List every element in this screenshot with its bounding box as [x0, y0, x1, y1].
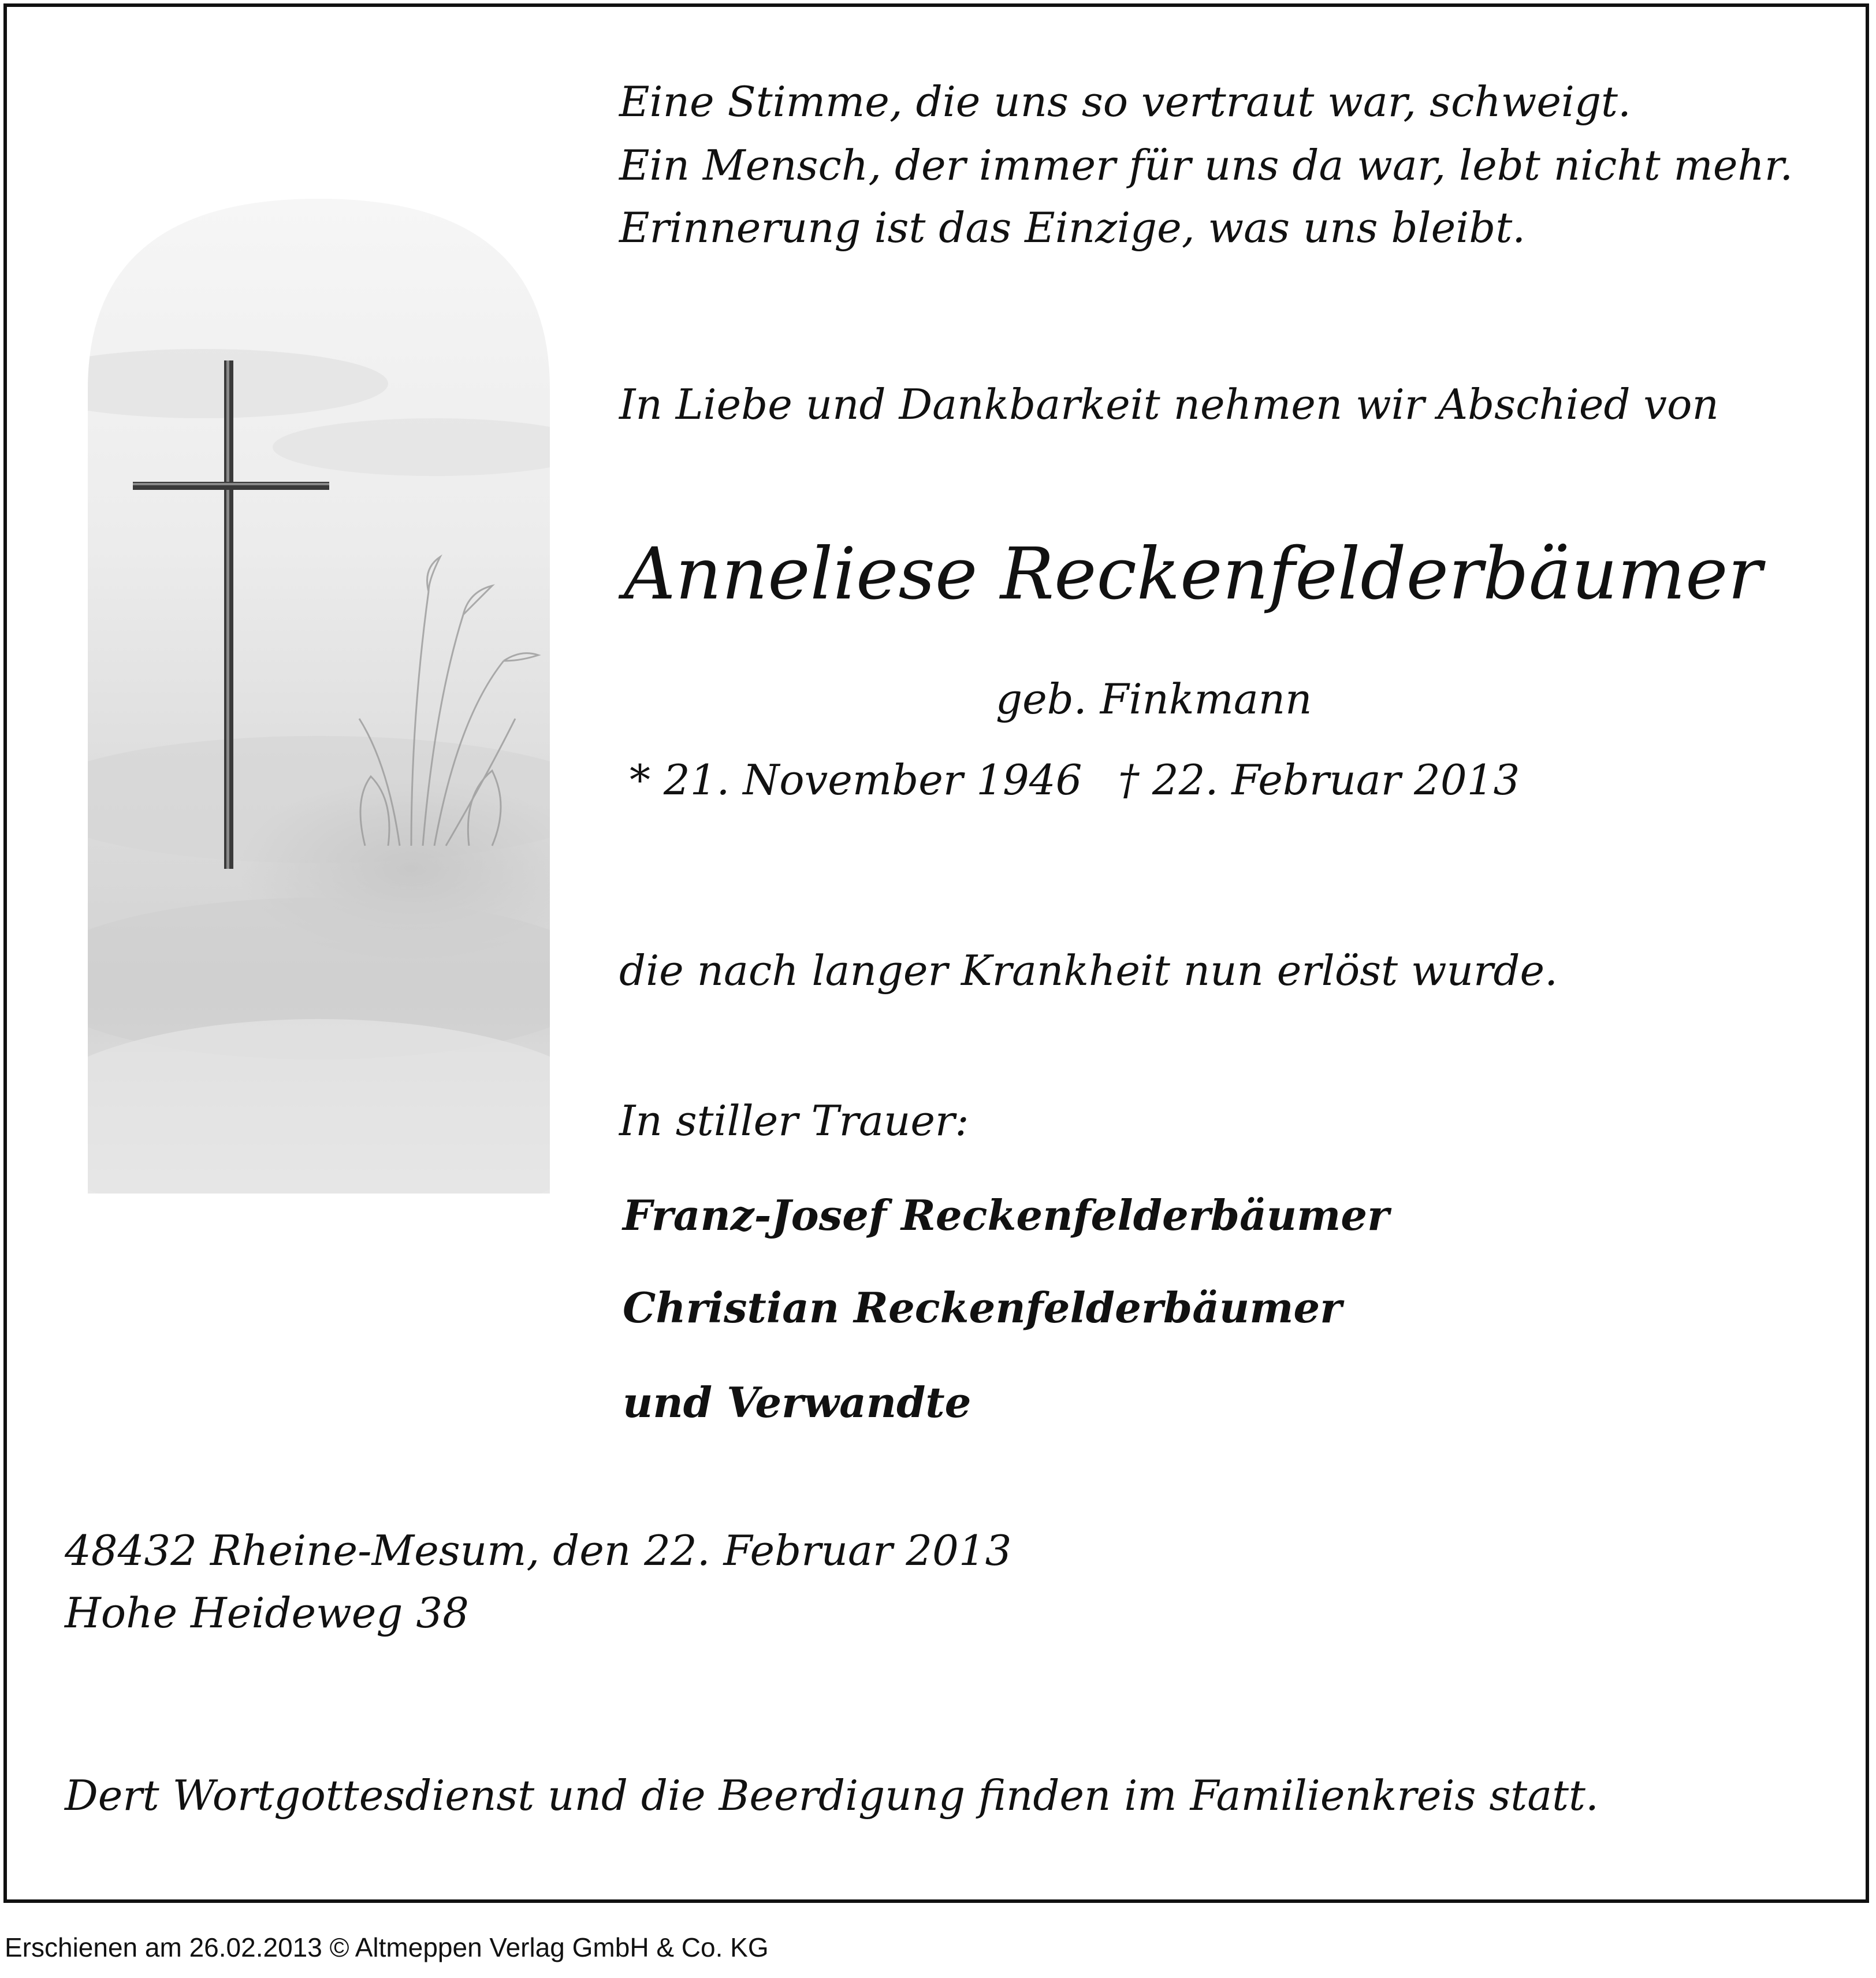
memorial-image: [88, 199, 550, 1194]
place-date: 48432 Rheine-Mesum, den 22. Februar 2013: [65, 1526, 1012, 1575]
cross-landscape-illustration: [88, 199, 550, 1194]
poem-line: Eine Stimme, die uns so vertraut war, schweigt.: [619, 77, 1631, 126]
mourner-name: Franz-Josef Reckenfelderbäumer: [623, 1191, 1390, 1240]
poem-line: Erinnerung ist das Einzige, was uns bleibt.: [619, 203, 1526, 252]
birth-name: geb. Finkmann: [996, 675, 1312, 723]
deceased-name: Anneliese Reckenfelderbäumer: [624, 533, 1762, 616]
publication-footer: Erschienen am 26.02.2013 © Altmeppen Verlag GmbH & Co. KG: [5, 1932, 769, 1962]
mourning-label: In stiller Trauer:: [619, 1096, 969, 1145]
release-text: die nach langer Krankheit nun erlöst wurde.: [619, 946, 1558, 995]
service-note: Dert Wortgottesdienst und die Beerdigung finden im Familienkreis statt.: [65, 1771, 1599, 1820]
mourner-name: Christian Reckenfelderbäumer: [623, 1283, 1342, 1332]
birth-date: * 21. November 1946: [630, 756, 1082, 804]
poem-line: Ein Mensch, der immer für uns da war, lebt nicht mehr.: [619, 141, 1793, 189]
address: Hohe Heideweg 38: [65, 1589, 469, 1637]
death-date: † 22. Februar 2013: [1118, 756, 1520, 804]
mourner-name: und Verwandte: [623, 1378, 972, 1427]
farewell-intro: In Liebe und Dankbarkeit nehmen wir Abschied von: [619, 380, 1719, 429]
